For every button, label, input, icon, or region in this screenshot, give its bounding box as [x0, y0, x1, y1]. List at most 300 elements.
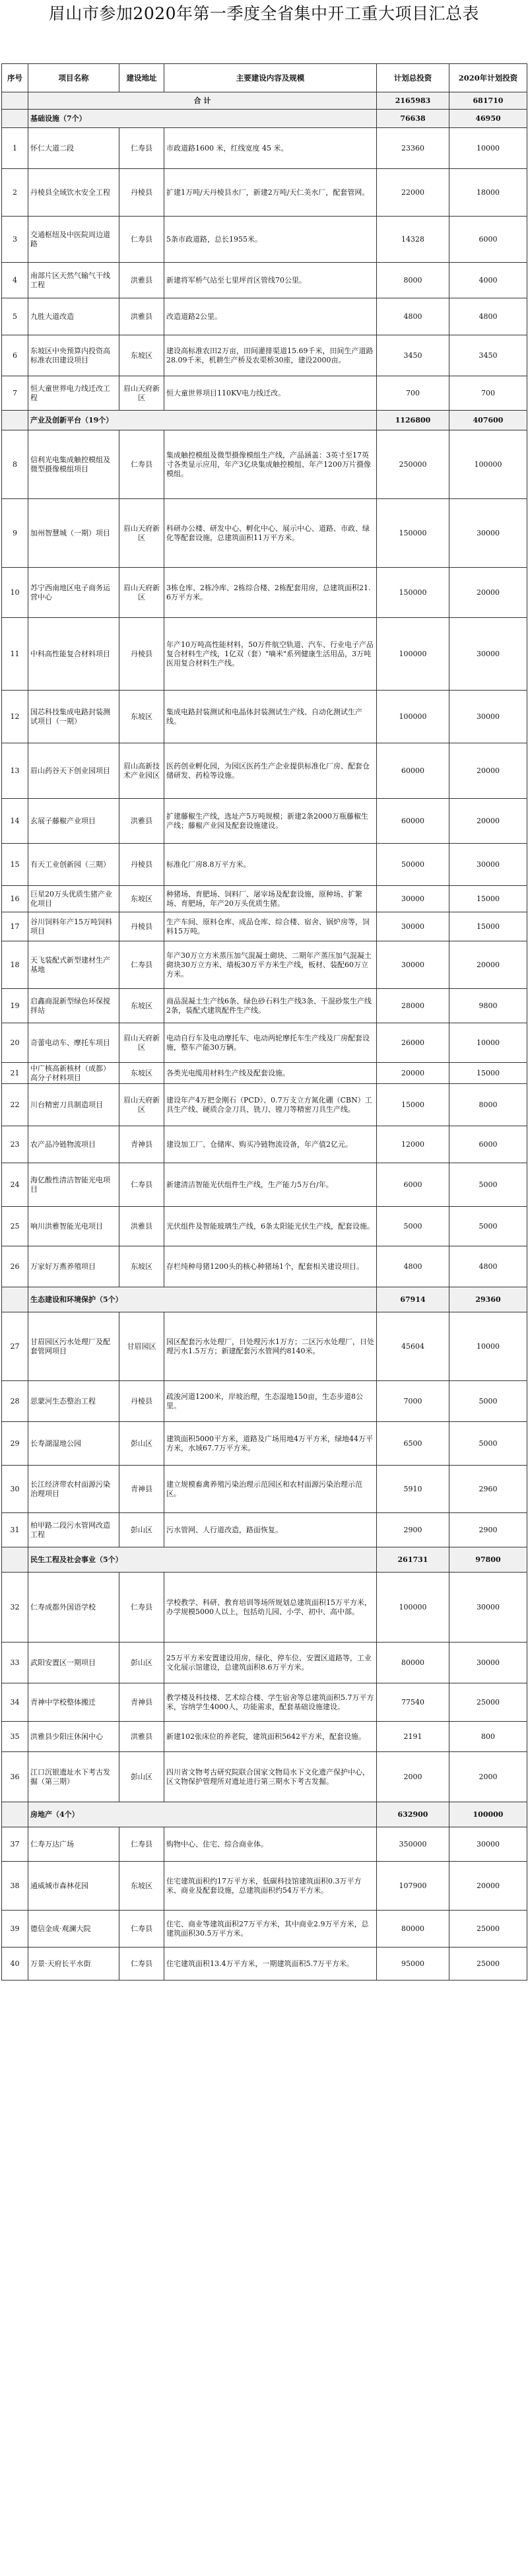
project-total-investment: 77540 — [377, 1683, 449, 1722]
row-number: 34 — [2, 1683, 28, 1722]
project-plan-investment: 25000 — [449, 1948, 527, 1981]
project-site: 眉山高新技术产业园区 — [119, 743, 164, 799]
project-content: 建筑面积5000平方米，道路及广场用地4万平方米，绿地44万平方米，水域67.7万平方米。 — [164, 1422, 377, 1466]
category-total: 67914 — [377, 1287, 449, 1312]
table-row — [2, 1466, 527, 1513]
total-label: 合 计 — [28, 92, 377, 110]
project-content: 污水管网、人行道改造，路面恢复。 — [164, 1513, 377, 1547]
row-number: 7 — [2, 376, 28, 411]
category-name: 产业及创新平台（19个） — [28, 411, 377, 430]
header-plan-investment: 2020年计划投资 — [449, 64, 527, 92]
table-row — [2, 1862, 527, 1911]
project-plan-investment: 30000 — [449, 691, 527, 743]
row-number: 39 — [2, 1911, 28, 1948]
table-row — [2, 499, 527, 568]
project-total-investment: 350000 — [377, 1827, 449, 1862]
project-total-investment: 15000 — [377, 1084, 449, 1126]
project-content: 住宅、商业等建筑面积27万平方米，其中商业2.9万平方米，总建筑面积30.5万平方米。 — [164, 1911, 377, 1948]
table-row — [2, 1513, 527, 1547]
row-number: 3 — [2, 217, 28, 263]
category-total: 76638 — [377, 110, 449, 128]
project-name: 南部片区天然气输气干线工程 — [28, 263, 119, 298]
row-number: 15 — [2, 844, 28, 886]
project-content: 新建将军桥气站至七里坪首区管线70公里。 — [164, 263, 377, 298]
project-plan-investment: 30000 — [449, 1643, 527, 1683]
table-row — [2, 691, 527, 743]
row-number: 29 — [2, 1422, 28, 1466]
project-total-investment: 14328 — [377, 217, 449, 263]
project-total-investment: 2000 — [377, 1752, 449, 1802]
row-number: 21 — [2, 1063, 28, 1084]
row-number: 4 — [2, 263, 28, 298]
project-site: 仁寿县 — [119, 217, 164, 263]
project-name: 中广核高新核材（成都）高分子材料项目 — [28, 1063, 119, 1084]
project-name: 恒大童世界电力线迁改工程 — [28, 376, 119, 411]
project-total-investment: 60000 — [377, 743, 449, 799]
category-row — [2, 1287, 527, 1312]
row-number: 35 — [2, 1722, 28, 1752]
row-number: 38 — [2, 1862, 28, 1911]
project-total-investment: 100000 — [377, 618, 449, 691]
table-row — [2, 1246, 527, 1287]
row-number: 17 — [2, 912, 28, 941]
project-site: 洪雅县 — [119, 1207, 164, 1246]
row-number: 11 — [2, 618, 28, 691]
project-plan-investment: 20000 — [449, 743, 527, 799]
project-site: 仁寿县 — [119, 941, 164, 989]
row-number: 23 — [2, 1126, 28, 1163]
row-number: 27 — [2, 1312, 28, 1381]
project-total-investment: 30000 — [377, 886, 449, 912]
project-site: 眉山天府新区 — [119, 568, 164, 618]
project-plan-investment: 20000 — [449, 1862, 527, 1911]
project-name: 洪雅县少阳庄休闲中心 — [28, 1722, 119, 1752]
project-total-investment: 22000 — [377, 169, 449, 217]
project-plan-investment: 30000 — [449, 1573, 527, 1643]
project-site: 彭山区 — [119, 1422, 164, 1466]
header-name: 项目名称 — [28, 64, 119, 92]
document-title: 眉山市参加2020年第一季度全省集中开工重大项目汇总表 — [48, 4, 480, 23]
header-total-investment: 计划总投资 — [377, 64, 449, 92]
category-plan: 46950 — [449, 110, 527, 128]
table-row — [2, 1207, 527, 1246]
table-row — [2, 799, 527, 844]
project-name: 仁寿成都外国语学校 — [28, 1573, 119, 1643]
category-name: 生态建设和环境保护（5个） — [28, 1287, 377, 1312]
row-number: 12 — [2, 691, 28, 743]
project-site: 仁寿县 — [119, 1827, 164, 1862]
project-content: 商品混凝土生产线6条、绿色砂石料生产线3条、干混砂浆生产线2条，装配式建筑配件生产线。 — [164, 989, 377, 1023]
project-plan-investment: 20000 — [449, 799, 527, 844]
project-total-investment: 6000 — [377, 1163, 449, 1207]
project-site: 青神县 — [119, 1126, 164, 1163]
row-number: 25 — [2, 1207, 28, 1246]
project-total-investment: 2191 — [377, 1722, 449, 1752]
project-content: 新建清洁智能光伏组件生产线，生产能力5万台/年。 — [164, 1163, 377, 1207]
project-total-investment: 3450 — [377, 335, 449, 376]
project-name: 谷川饲料年产15万吨饲料项目 — [28, 912, 119, 941]
project-site: 眉山天府新区 — [119, 376, 164, 411]
row-number: 2 — [2, 169, 28, 217]
project-content: 建设加工厂、仓储库、购买冷链物流设备，年产值2亿元。 — [164, 1126, 377, 1163]
project-site: 甘眉园区 — [119, 1312, 164, 1381]
table-row — [2, 1422, 527, 1466]
project-name: 加州智慧城（一期）项目 — [28, 499, 119, 568]
row-number: 10 — [2, 568, 28, 618]
project-plan-investment: 15000 — [449, 886, 527, 912]
project-total-investment: 80000 — [377, 1643, 449, 1683]
table-row — [2, 1084, 527, 1126]
header-no: 序号 — [2, 64, 28, 92]
project-plan-investment: 30000 — [449, 618, 527, 691]
project-site: 东坡区 — [119, 691, 164, 743]
project-total-investment: 7000 — [377, 1381, 449, 1422]
table-row — [2, 1312, 527, 1381]
project-plan-investment: 5000 — [449, 1207, 527, 1246]
project-total-investment: 6500 — [377, 1422, 449, 1466]
table-row — [2, 743, 527, 799]
project-plan-investment: 2900 — [449, 1513, 527, 1547]
project-content: 光伏组件及智能玻璃生产线，6条太阳能光伏生产线，配套设施。 — [164, 1207, 377, 1246]
project-content: 疏浚河道1200米，岸坡治理，生态湿地150亩，生态步道8公里。 — [164, 1381, 377, 1422]
project-content: 住宅建筑面积约17万平方米，低碳科技馆建筑面积0.3万平方米、商业及配套设施，总建筑面积约54万平方米。 — [164, 1862, 377, 1911]
table-row — [2, 1683, 527, 1722]
table-row — [2, 1752, 527, 1802]
project-total-investment: 4800 — [377, 1246, 449, 1287]
project-site: 彭山区 — [119, 1643, 164, 1683]
project-plan-investment: 4800 — [449, 298, 527, 335]
row-number: 20 — [2, 1023, 28, 1063]
project-site: 丹棱县 — [119, 844, 164, 886]
project-plan-investment: 5000 — [449, 1381, 527, 1422]
project-total-investment: 28000 — [377, 989, 449, 1023]
project-name: 武阳安置区一期项目 — [28, 1643, 119, 1683]
project-name: 川台精密刀具制造项目 — [28, 1084, 119, 1126]
project-name: 德信金成·观澜大院 — [28, 1911, 119, 1948]
project-total-investment: 150000 — [377, 499, 449, 568]
row-number: 28 — [2, 1381, 28, 1422]
project-total-investment: 30000 — [377, 941, 449, 989]
project-site: 丹棱县 — [119, 169, 164, 217]
table-row — [2, 1722, 527, 1752]
row-number: 6 — [2, 335, 28, 376]
project-site: 东坡区 — [119, 1862, 164, 1911]
project-plan-investment: 100000 — [449, 430, 527, 499]
table-row — [2, 376, 527, 411]
category-plan: 29360 — [449, 1287, 527, 1312]
project-name: 怀仁大道二段 — [28, 128, 119, 169]
project-site: 洪雅县 — [119, 298, 164, 335]
project-name: 响川洪雅智能光电项目 — [28, 1207, 119, 1246]
table-row — [2, 1573, 527, 1643]
row-number: 14 — [2, 799, 28, 844]
table-row — [2, 1827, 527, 1862]
project-plan-investment: 15000 — [449, 1063, 527, 1084]
table-row — [2, 844, 527, 886]
project-table — [1, 63, 527, 1981]
project-name: 青神中学校整体搬迁 — [28, 1683, 119, 1722]
project-plan-investment: 10000 — [449, 1023, 527, 1063]
row-number: 26 — [2, 1246, 28, 1287]
project-total-investment: 700 — [377, 376, 449, 411]
project-site: 仁寿县 — [119, 128, 164, 169]
project-total-investment: 2900 — [377, 1513, 449, 1547]
project-name: 仁寿万达广场 — [28, 1827, 119, 1862]
project-plan-investment: 5000 — [449, 1163, 527, 1207]
project-site: 仁寿县 — [119, 1911, 164, 1948]
row-number: 24 — [2, 1163, 28, 1207]
project-plan-investment: 2960 — [449, 1466, 527, 1513]
project-site: 仁寿县 — [119, 1948, 164, 1981]
row-number: 33 — [2, 1643, 28, 1683]
project-site: 东坡区 — [119, 1246, 164, 1287]
project-content: 年产30万立方米蒸压加气混凝土砌块、二期年产蒸压加气混凝土砌块30万立方米、墙板30万平方米生产线，板材、装配60万立方米。 — [164, 941, 377, 989]
project-site: 眉山天府新区 — [119, 1023, 164, 1063]
project-name: 甘眉园区污水处理厂及配套管网项目 — [28, 1312, 119, 1381]
project-content: 科研办公楼、研发中心、孵化中心、展示中心、道路、市政、绿化等配套设施，总建筑面积11万平方米。 — [164, 499, 377, 568]
project-site: 丹棱县 — [119, 618, 164, 691]
project-content: 25万平方米安置建设用房，绿化、停车位、安置区道路等，工业文化展示馆建设，总建筑面积8.6万平方米。 — [164, 1643, 377, 1683]
project-plan-investment: 10000 — [449, 128, 527, 169]
table-header-row — [2, 64, 527, 92]
row-number: 31 — [2, 1513, 28, 1547]
project-name: 丹棱县全域饮水安全工程 — [28, 169, 119, 217]
table-row — [2, 1911, 527, 1948]
table-row — [2, 1163, 527, 1207]
category-total: 261731 — [377, 1547, 449, 1573]
row-number: 37 — [2, 1827, 28, 1862]
project-plan-investment: 4800 — [449, 1246, 527, 1287]
project-content: 四川省文物考古研究院联合国家文物局水下文化遗产保护中心，区文物保护管理所对遗址进行第三期水下考古发掘。 — [164, 1752, 377, 1802]
project-content: 存栏纯种母猪1200头的核心种猪场1个，配套相关建设项目。 — [164, 1246, 377, 1287]
total-row — [2, 92, 527, 110]
project-content: 生产车间、原料仓库、成品仓库、综合楼、宿舍、锅炉房等，饲料15万吨。 — [164, 912, 377, 941]
project-content: 市政道路1600 米，红线宽度 45 米。 — [164, 128, 377, 169]
project-total-investment: 107900 — [377, 1862, 449, 1911]
project-plan-investment: 30000 — [449, 844, 527, 886]
project-plan-investment: 30000 — [449, 499, 527, 568]
project-site: 东坡区 — [119, 989, 164, 1023]
table-row — [2, 1023, 527, 1063]
category-row — [2, 1802, 527, 1827]
project-content: 新建102张床位的养老院，建筑面积5642平方米，配套设施。 — [164, 1722, 377, 1752]
row-number: 1 — [2, 128, 28, 169]
project-plan-investment: 25000 — [449, 1683, 527, 1722]
project-name: 眉山药谷天下创业园项目 — [28, 743, 119, 799]
project-site: 眉山天府新区 — [119, 1084, 164, 1126]
category-row — [2, 1547, 527, 1573]
project-total-investment: 45604 — [377, 1312, 449, 1381]
project-site: 彭山区 — [119, 1752, 164, 1802]
project-content: 建设年产4万把金刚石（PCD）、0.7万支立方氮化硼（CBN）工具生产线、硬质合金刀具、铣刀、镗刀等精密刀具生产线。 — [164, 1084, 377, 1126]
project-total-investment: 60000 — [377, 799, 449, 844]
category-plan: 97800 — [449, 1547, 527, 1573]
project-name: 农产品冷链物流项目 — [28, 1126, 119, 1163]
row-number: 19 — [2, 989, 28, 1023]
project-name: 奇蕾电动车、摩托车项目 — [28, 1023, 119, 1063]
table-row — [2, 298, 527, 335]
project-total-investment: 5910 — [377, 1466, 449, 1513]
project-name: 国芯科技集成电路封装测试项目（一期） — [28, 691, 119, 743]
total-plan: 681710 — [449, 92, 527, 110]
project-name: 苏宁西南地区电子商务运营中心 — [28, 568, 119, 618]
table-row — [2, 335, 527, 376]
category-total: 1126800 — [377, 411, 449, 430]
header-site: 建设地址 — [119, 64, 164, 92]
project-plan-investment: 9800 — [449, 989, 527, 1023]
table-row — [2, 128, 527, 169]
table-row — [2, 568, 527, 618]
table-row — [2, 1643, 527, 1683]
table-row — [2, 169, 527, 217]
project-plan-investment: 10000 — [449, 1312, 527, 1381]
project-content: 集成触控模组及微型摄像模组生产线，产品涵盖：3英寸至17英寸各类显示应用，年产3亿块集成触控模组、年产1200万片摄像模组。 — [164, 430, 377, 499]
category-plan: 100000 — [449, 1802, 527, 1827]
project-plan-investment: 6000 — [449, 217, 527, 263]
project-plan-investment: 25000 — [449, 1911, 527, 1948]
project-content: 种猪场、育肥场、饲料厂、屠宰场及配套设施，原种场、扩繁场、育肥场，年产20万头优质生猪。 — [164, 886, 377, 912]
project-site: 眉山天府新区 — [119, 499, 164, 568]
project-total-investment: 8000 — [377, 263, 449, 298]
project-plan-investment: 800 — [449, 1722, 527, 1752]
project-name: 江口沉银遗址水下考古发掘（第三期） — [28, 1752, 119, 1802]
project-plan-investment: 20000 — [449, 941, 527, 989]
project-content: 扩建藤椒生产线，选址产5万吨规模；新建2条2000万瓶藤椒生产线；藤椒产业园及配套设施建设。 — [164, 799, 377, 844]
project-content: 医药创业孵化园，为园区医药生产企业提供标准化厂房、配套仓储研发、药检等设施。 — [164, 743, 377, 799]
project-content: 学校教学、科研、教育培训等场所规划总建筑面积15万平方米，办学规模5000人以上，包括幼儿园、小学、初中、高中部。 — [164, 1573, 377, 1643]
project-total-investment: 150000 — [377, 568, 449, 618]
row-number: 16 — [2, 886, 28, 912]
project-name: 柏甲路二段污水管网改造工程 — [28, 1513, 119, 1547]
project-site: 仁寿县 — [119, 1573, 164, 1643]
project-content: 5条市政道路，总长1955米。 — [164, 217, 377, 263]
project-total-investment: 80000 — [377, 1911, 449, 1948]
project-name: 交通枢纽及中医院周边道路 — [28, 217, 119, 263]
project-site: 洪雅县 — [119, 799, 164, 844]
row-number: 30 — [2, 1466, 28, 1513]
project-name: 通威城市森林花园 — [28, 1862, 119, 1911]
project-plan-investment: 20000 — [449, 568, 527, 618]
row-number: 36 — [2, 1752, 28, 1802]
table-row — [2, 886, 527, 912]
project-total-investment: 95000 — [377, 1948, 449, 1981]
category-name: 民生工程及社会事业（5个） — [28, 1547, 377, 1573]
project-content: 购物中心、住宅、综合商业体。 — [164, 1827, 377, 1862]
project-name: 天飞装配式新型建材生产基地 — [28, 941, 119, 989]
total-investment: 2165983 — [377, 92, 449, 110]
table-row — [2, 1381, 527, 1422]
project-plan-investment: 5000 — [449, 1422, 527, 1466]
project-content: 建立规模畜禽养殖污染治理示范园区和农村面源污染治理示范区。 — [164, 1466, 377, 1513]
project-name: 启鑫商混新型绿色环保搅拌站 — [28, 989, 119, 1023]
table-row — [2, 941, 527, 989]
project-name: 万家好万燕养殖项目 — [28, 1246, 119, 1287]
project-site: 东坡区 — [119, 886, 164, 912]
project-plan-investment: 6000 — [449, 1126, 527, 1163]
header-content: 主要建设内容及规模 — [164, 64, 377, 92]
project-content: 3栋仓库、2栋冷库、2栋综合楼、2栋配套用房，总建筑面积21.6万平方米。 — [164, 568, 377, 618]
project-name: 东坡区中央预算内投资高标准农田建设项目 — [28, 335, 119, 376]
project-content: 恒大童世界项目110KV电力线迁改。 — [164, 376, 377, 411]
project-name: 九胜大道改造 — [28, 298, 119, 335]
project-name: 有天工业创新园（三期） — [28, 844, 119, 886]
row-number: 22 — [2, 1084, 28, 1126]
table-row — [2, 618, 527, 691]
row-number: 8 — [2, 430, 28, 499]
table-row — [2, 1948, 527, 1981]
project-total-investment: 4800 — [377, 298, 449, 335]
project-plan-investment: 2000 — [449, 1752, 527, 1802]
project-content: 住宅建筑面积13.4万平方米，一期建筑面积5.7万平方米。 — [164, 1948, 377, 1981]
category-total: 632900 — [377, 1802, 449, 1827]
project-name: 海亿酸性清洁智能光电项目 — [28, 1163, 119, 1207]
project-site: 彭山区 — [119, 1513, 164, 1547]
project-name: 信利光电集成触控模组及微型摄像模组项目 — [28, 430, 119, 499]
project-site: 洪雅县 — [119, 263, 164, 298]
project-total-investment: 23360 — [377, 128, 449, 169]
table-row — [2, 217, 527, 263]
project-content: 各类光电缆用材料生产线及配套设施。 — [164, 1063, 377, 1084]
project-site: 东坡区 — [119, 335, 164, 376]
project-name: 思蒙河生态整治工程 — [28, 1381, 119, 1422]
project-content: 园区配套污水处理厂，日处理污水1万方；二区污水处理厂，日处理污水1.5万方；新建配套污水管网约8140米。 — [164, 1312, 377, 1381]
project-name: 万景·天府长平水街 — [28, 1948, 119, 1981]
row-number: 40 — [2, 1948, 28, 1981]
category-row — [2, 411, 527, 430]
project-name: 玄展子藤椒产业项目 — [28, 799, 119, 844]
project-total-investment: 250000 — [377, 430, 449, 499]
project-total-investment: 12000 — [377, 1126, 449, 1163]
project-site: 洪雅县 — [119, 1722, 164, 1752]
project-content: 教学楼及科技楼、艺术综合楼、学生宿舍等总建筑面积5.7万平方米，容纳学生4000人，功能需求，配套基础设施建设。 — [164, 1683, 377, 1722]
project-content: 电动自行车及电动摩托车、电动两轮摩托车生产线及厂房配套设施，整车产能30万辆。 — [164, 1023, 377, 1063]
row-number: 9 — [2, 499, 28, 568]
project-plan-investment: 30000 — [449, 1827, 527, 1862]
table-row — [2, 912, 527, 941]
table-row — [2, 430, 527, 499]
category-name: 基础设施（7个） — [28, 110, 377, 128]
project-site: 仁寿县 — [119, 1163, 164, 1207]
project-content: 扩建1万吨/天丹棱县水厂，新建2万吨/天仁美水厂，配套管网。 — [164, 169, 377, 217]
table-row — [2, 263, 527, 298]
project-total-investment: 20000 — [377, 1063, 449, 1084]
project-content: 建设高标准农田2万亩，田间灌排渠道15.69千米，田间生产道路28.09千米，机耕生产桥及农渠桥30座，建设2000亩。 — [164, 335, 377, 376]
project-site: 丹棱县 — [119, 912, 164, 941]
project-total-investment: 50000 — [377, 844, 449, 886]
project-content: 改造道路2公里。 — [164, 298, 377, 335]
table-row — [2, 1126, 527, 1163]
table-row — [2, 989, 527, 1023]
project-site: 丹棱县 — [119, 1381, 164, 1422]
project-plan-investment: 4000 — [449, 263, 527, 298]
project-content: 集成电路封装测试和电晶体封装测试生产线、自动化测试生产线。 — [164, 691, 377, 743]
project-plan-investment: 18000 — [449, 169, 527, 217]
project-name: 中科高性能复合材料项目 — [28, 618, 119, 691]
category-plan: 407600 — [449, 411, 527, 430]
project-plan-investment: 3450 — [449, 335, 527, 376]
row-number: 32 — [2, 1573, 28, 1643]
project-site: 仁寿县 — [119, 430, 164, 499]
project-content: 年产10万吨高性能材料，50万件航空轨道、汽车、行业电子产品复合材料生产线，1亿双（套）"嘀米"系列健康生活用品，3万吨医用复合材料生产线。 — [164, 618, 377, 691]
row-number: 13 — [2, 743, 28, 799]
table-row — [2, 1063, 527, 1084]
project-total-investment: 100000 — [377, 691, 449, 743]
project-plan-investment: 700 — [449, 376, 527, 411]
project-site: 青神县 — [119, 1683, 164, 1722]
project-total-investment: 26000 — [377, 1023, 449, 1063]
project-name: 巨星20万头优质生猪产业化项目 — [28, 886, 119, 912]
project-plan-investment: 15000 — [449, 912, 527, 941]
